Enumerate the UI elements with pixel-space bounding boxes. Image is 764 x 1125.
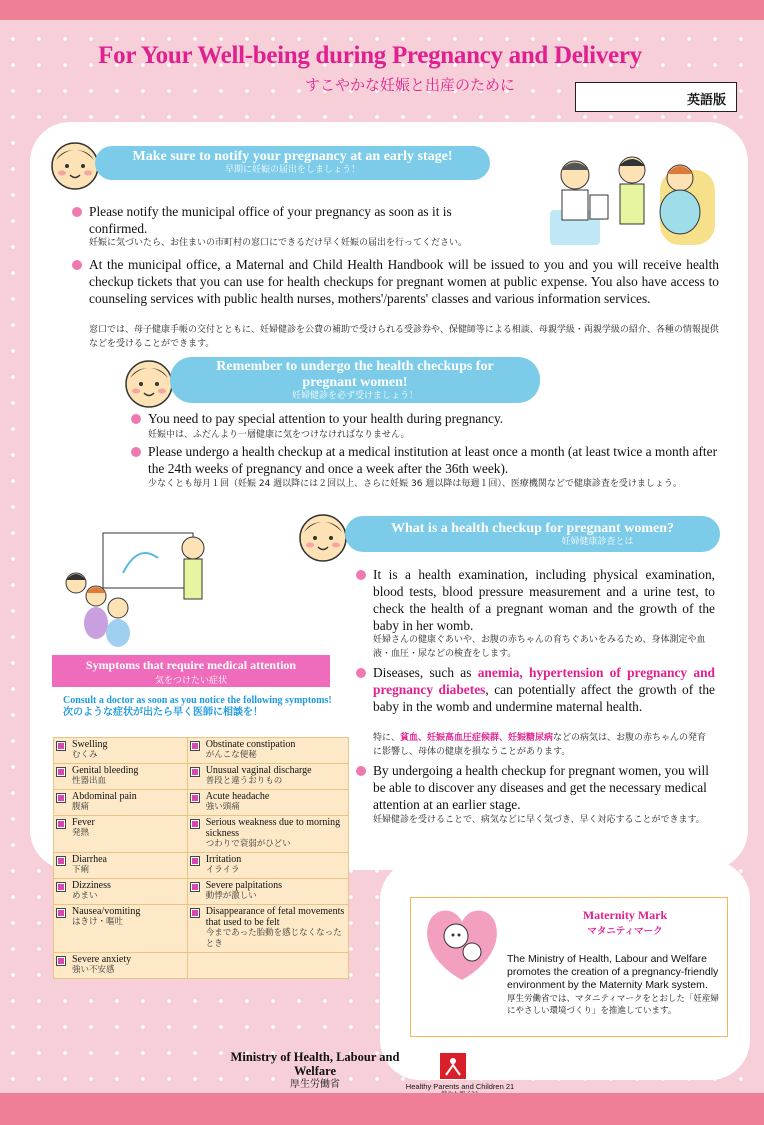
symptom-row bbox=[54, 853, 349, 879]
checkbox-icon bbox=[56, 856, 66, 866]
symptom-en: Dizziness bbox=[72, 880, 111, 891]
bullet-text: It is a health examination, including physical examination, blood tests, blood pressure measurement and a urine test, to check the health of a pregnant woman and the growth of the baby in her womb. bbox=[373, 567, 715, 633]
section2-bullet-2-ja: 少なくとも毎月１回（妊娠 24 週以降には２回以上、さらに妊娠 36 週以降は毎週１回）、医療機関などで健康診査を受けましょう。 bbox=[148, 479, 682, 489]
section2-bullet-1 bbox=[148, 410, 718, 427]
section1-heading: Make sure to notify your pregnancy at an early stage! bbox=[132, 149, 453, 164]
page-title-ja: すこやかな妊娠と出産のために bbox=[304, 76, 515, 94]
bullet-text: Please notify the municipal office of your pregnancy as soon as it is confirmed. bbox=[89, 204, 452, 236]
doctor-family-illustration bbox=[550, 150, 720, 250]
maternity-mark-title-en: Maternity Mark bbox=[582, 908, 668, 922]
section3-banner bbox=[345, 516, 720, 552]
top-band bbox=[0, 0, 764, 20]
section1-bullet-2 bbox=[89, 256, 719, 307]
checkbox-icon bbox=[56, 819, 66, 829]
symptoms-heading-text: Symptoms that require medical attention bbox=[85, 658, 297, 672]
symptom-ja: 下痢 bbox=[72, 865, 90, 875]
section1-bullet-1-ja: 妊娠に気づいたら、お住まいの市町村の窓口にできるだけ早く妊娠の届出を行ってください。 bbox=[89, 238, 468, 248]
maternity-mark-text bbox=[507, 953, 722, 1017]
symptom-ja: はきけ・嘔吐 bbox=[72, 917, 124, 927]
maternity-mark-title-ja: マタニティマーク bbox=[587, 926, 663, 937]
checkbox-icon bbox=[56, 741, 66, 751]
ja-text: などの病気は、お腹の赤ちゃんの発育に影響し、母体の健康を損なうことがあります。 bbox=[373, 733, 707, 757]
symptoms-heading-ja: 気をつけたい症状 bbox=[154, 676, 227, 686]
symptom-cell bbox=[187, 764, 348, 790]
healthy-parents-en: Healthy Parents and Children 21 bbox=[405, 1082, 515, 1091]
symptom-ja: 腹痛 bbox=[72, 802, 90, 812]
checkbox-icon bbox=[190, 767, 200, 777]
checkbox-icon bbox=[56, 793, 66, 803]
symptom-cell bbox=[187, 853, 348, 879]
checkbox-icon bbox=[190, 819, 200, 829]
symptom-ja: 強い頭痛 bbox=[205, 802, 240, 812]
symptom-cell bbox=[187, 905, 348, 953]
checkbox-icon bbox=[190, 856, 200, 866]
checkbox-icon bbox=[56, 882, 66, 892]
consult-note bbox=[63, 695, 338, 719]
symptom-en: Disappearance of fetal movements that used to be felt bbox=[205, 906, 345, 928]
bullet-dot bbox=[131, 447, 141, 457]
symptom-cell bbox=[54, 738, 188, 764]
symptom-en: Abdominal pain bbox=[72, 791, 137, 802]
checkbox-icon bbox=[56, 956, 66, 966]
maternity-mark-text-ja: 厚生労働省では、マタニティマークをとおした「妊産婦にやさしい環境づくり」を推進しています。 bbox=[507, 994, 719, 1016]
symptom-ja: 普段と違うおりもの bbox=[205, 776, 283, 786]
symptom-cell bbox=[54, 816, 188, 853]
checkbox-icon bbox=[190, 741, 200, 751]
baby-face-icon bbox=[296, 510, 350, 564]
maternity-mark-icon bbox=[420, 902, 505, 987]
checkbox-icon bbox=[190, 908, 200, 918]
symptom-ja: 発熱 bbox=[72, 828, 90, 838]
ja-text: 特に、 bbox=[373, 733, 401, 743]
maternity-mark-title bbox=[540, 908, 710, 937]
checkbox-icon bbox=[56, 908, 66, 918]
section2-bullet-1-ja: 妊娠中は、ふだんより一層健康に気をつけなければなりません。 bbox=[148, 430, 410, 440]
symptom-cell bbox=[54, 953, 188, 979]
ministry-line2: Welfare bbox=[293, 1064, 337, 1078]
symptom-ja: がんこな便秘 bbox=[205, 750, 257, 760]
symptom-row bbox=[54, 816, 349, 853]
symptom-cell bbox=[54, 905, 188, 953]
bullet-text: At the municipal office, a Maternal and Child Health Handbook will be issued to you and you will receive health checkup tickets that you can use for health checkups for pregnant women at public expense. You also have access to counseling services with public health nurses, mothers'/parents' classes and various information services. bbox=[89, 257, 719, 306]
symptom-cell bbox=[54, 764, 188, 790]
section2-banner bbox=[170, 357, 540, 403]
highlighted-diseases: anemia, hypertension of pregnancy and pregnancy diabetes bbox=[373, 665, 715, 697]
symptom-ja: 性器出血 bbox=[72, 776, 107, 786]
bottom-band bbox=[0, 1093, 764, 1125]
symptom-en: Nausea/vomiting bbox=[72, 906, 141, 917]
symptom-en: Severe anxiety bbox=[72, 954, 132, 965]
section3-bullet-3-ja: 妊婦健診を受けることで、病気などに早く気づき、早く対応することができます。 bbox=[373, 815, 705, 825]
symptom-cell bbox=[54, 853, 188, 879]
checkbox-icon bbox=[56, 767, 66, 777]
symptom-en: Irritation bbox=[205, 854, 242, 865]
symptom-row bbox=[54, 905, 349, 953]
baby-face-icon bbox=[48, 138, 102, 192]
symptom-cell bbox=[187, 953, 348, 979]
symptom-en: Diarrhea bbox=[72, 854, 107, 865]
bullet-dot bbox=[356, 570, 366, 580]
section1-bullet-1 bbox=[89, 203, 479, 237]
symptom-row bbox=[54, 953, 349, 979]
symptom-ja: むくみ bbox=[72, 750, 98, 760]
highlighted-diseases-ja: 貧血、妊娠高血圧症候群、妊娠糖尿病 bbox=[400, 733, 554, 743]
consult-note-ja: 次のような症状が出たら早く医師に相談を！ bbox=[63, 707, 263, 718]
maternity-mark-text-en: The Ministry of Health, Labour and Welfare promotes the creation of a pregnancy-friendly environment by the Maternity Mark system. bbox=[507, 953, 719, 991]
symptoms-heading bbox=[52, 655, 330, 687]
symptom-ja: イライラ bbox=[205, 865, 240, 875]
section3-bullet-1-ja: 妊婦さんの健康ぐあいや、お腹の赤ちゃんの育ちぐあいをみるため、身体測定や血液・血圧・尿などの検査をします。 bbox=[373, 635, 706, 659]
section3-heading-ja: 妊婦健康診査とは bbox=[561, 537, 634, 547]
symptom-en: Severe palpitations bbox=[205, 880, 283, 891]
section3-bullet-2 bbox=[373, 664, 715, 715]
symptom-ja: 今まであった胎動を感じなくなったとき bbox=[205, 928, 342, 949]
symptom-cell bbox=[187, 816, 348, 853]
symptom-en: Swelling bbox=[72, 739, 108, 750]
bullet-dot bbox=[356, 668, 366, 678]
bullet-text: By undergoing a health checkup for pregnant women, you will be able to discover any diseases and get the necessary medical attention at an earlier stage. bbox=[373, 763, 709, 812]
symptom-ja: 強い不安感 bbox=[72, 965, 115, 975]
section1-heading-ja: 早期に妊娠の届出をしましょう！ bbox=[224, 165, 360, 175]
section1-banner bbox=[95, 146, 490, 180]
symptom-en: Unusual vaginal discharge bbox=[205, 765, 312, 776]
ministry-line1: Ministry of Health, Labour and bbox=[230, 1050, 400, 1064]
symptom-row bbox=[54, 738, 349, 764]
section3-bullet-2-ja bbox=[373, 731, 715, 759]
section2-heading-ja: 妊婦健診を必ず受けましょう！ bbox=[291, 391, 418, 401]
symptom-en: Genital bleeding bbox=[72, 765, 139, 776]
section2-heading-line1: Remember to undergo the health checkups for bbox=[216, 359, 494, 374]
section3-bullet-3 bbox=[373, 762, 715, 813]
health-class-illustration bbox=[58, 528, 218, 648]
section1-bullet-2-ja: 窓口では、母子健康手帳の交付とともに、妊婦健診を公費の補助で受けられる受診券や、保健師等による相談、母親学級・両親学級の紹介、各種の情報提供などを受けることができます。 bbox=[89, 325, 719, 349]
bullet-text: Diseases, such as bbox=[373, 665, 478, 680]
symptoms-table bbox=[53, 737, 349, 979]
symptom-ja: めまい bbox=[72, 891, 98, 901]
bullet-dot bbox=[72, 260, 82, 270]
symptom-cell bbox=[54, 790, 188, 816]
checkbox-icon bbox=[190, 793, 200, 803]
symptom-en: Fever bbox=[72, 817, 95, 828]
symptom-cell bbox=[54, 879, 188, 905]
checkbox-icon bbox=[190, 882, 200, 892]
bullet-dot bbox=[356, 766, 366, 776]
bullet-dot bbox=[72, 207, 82, 217]
symptom-row bbox=[54, 879, 349, 905]
bullet-text: , can potentially affect the growth of the baby in the womb and undermine maternal health. bbox=[373, 682, 716, 714]
symptom-en: Obstinate constipation bbox=[205, 739, 296, 750]
language-tag: 英語版 bbox=[575, 82, 737, 112]
bullet-text: Please undergo a health checkup at a medical institution at least once a month (at least twice a month after the 24th weeks of pregnancy and once a week after the 36th week). bbox=[148, 444, 718, 476]
consult-note-en: Consult a doctor as soon as you notice the following symptoms! bbox=[63, 695, 332, 706]
section3-heading: What is a health checkup for pregnant women? bbox=[390, 521, 674, 536]
bullet-text: You need to pay special attention to your health during pregnancy. bbox=[148, 411, 504, 426]
section2-heading-line2: pregnant women! bbox=[302, 375, 408, 390]
symptom-cell bbox=[187, 790, 348, 816]
symptom-row bbox=[54, 790, 349, 816]
page-title: For Your Well-being during Pregnancy and Delivery bbox=[98, 42, 642, 69]
symptom-ja: つわりで衰弱がひどい bbox=[205, 839, 291, 849]
baby-face-icon bbox=[122, 356, 176, 410]
symptom-en: Serious weakness due to morning sickness bbox=[205, 817, 341, 839]
bullet-dot bbox=[131, 414, 141, 424]
symptom-ja: 動悸が激しい bbox=[205, 891, 257, 901]
symptom-cell bbox=[187, 738, 348, 764]
symptom-en: Acute headache bbox=[205, 791, 270, 802]
symptom-cell bbox=[187, 879, 348, 905]
healthy-parents-logo-icon bbox=[440, 1053, 466, 1079]
section2-bullet-2 bbox=[148, 443, 720, 477]
symptom-row bbox=[54, 764, 349, 790]
section3-bullet-1 bbox=[373, 566, 715, 634]
ministry-ja: 厚生労働省 bbox=[290, 1079, 340, 1090]
